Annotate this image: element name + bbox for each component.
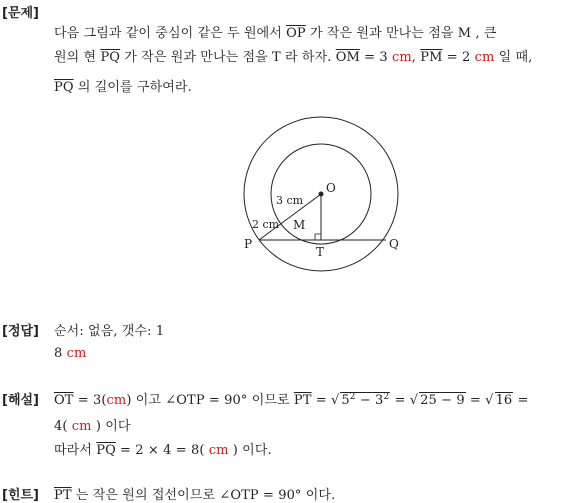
label-m: M xyxy=(293,218,306,232)
unit-cm: cm xyxy=(208,443,229,458)
segment-pt: $\overline{PT}$ xyxy=(54,488,72,503)
label-t: T xyxy=(316,245,325,259)
length-om: 3 cm xyxy=(276,194,304,207)
unit-cm: cm xyxy=(71,419,92,434)
segment-pt: $\overline{PT}$ xyxy=(293,393,312,408)
segment-op: $\overline{OP}$ xyxy=(286,26,306,41)
sqrt-1: √ $5^2 - 3^2$ xyxy=(331,392,390,408)
concentric-circles-figure xyxy=(236,112,416,282)
solution-label: [해설] xyxy=(2,393,39,408)
sqrt-3: √ 16 xyxy=(485,393,513,408)
unit-cm: cm xyxy=(391,50,412,65)
segment-om: $\overline{OM}$ xyxy=(335,50,360,65)
label-q: Q xyxy=(389,237,399,251)
segment-pq: $\overline{PQ}$ xyxy=(54,80,74,95)
segment-pq: $\overline{PQ}$ xyxy=(100,50,121,65)
hint-label: [힌트] xyxy=(2,488,39,503)
sqrt-2: √ 25 − 9 xyxy=(409,393,465,408)
right-angle-mark xyxy=(315,234,321,240)
center-point xyxy=(319,192,324,197)
answer-label: [정답] xyxy=(2,324,39,339)
unit-cm: cm xyxy=(106,393,127,408)
problem-label: [문제] xyxy=(2,6,39,21)
segment-pq: $\overline{PQ}$ xyxy=(96,443,116,458)
problem-line-2: 원의 현 $\overline{PQ}$ 가 작은 원과 만나는 점을 T 라 하자. $\overline{OM} = 3$ cm, $\overline{PM} = 2$ cm 일 때, xyxy=(54,50,533,65)
segment-pm: $\overline{PM}$ xyxy=(420,50,443,65)
unit-cm: cm xyxy=(66,346,87,361)
segment-ot: $\overline{OT}$ xyxy=(54,393,74,408)
problem-line-3: $\overline{PQ}$ 의 길이를 구하여라. xyxy=(54,80,192,95)
solution-line-1: $\overline{OT} = 3(cm)$ 이고 ∠OTP = 90° 이므로 $\overline{PT}$ = √ $5^2 - 3^2$ = √ 25 − 9 = √ 16 = xyxy=(54,392,529,408)
label-p: P xyxy=(244,237,253,251)
length-pm: 2 cm xyxy=(252,218,280,231)
solution-line-2: 4( cm ) 이다 xyxy=(54,419,131,434)
answer-value: 8 cm xyxy=(54,346,87,361)
hint-line: $\overline{PT}$ 는 작은 원의 접선이므로 ∠OTP = 90° 이다. xyxy=(54,488,336,503)
problem-line-1: 다음 그림과 같이 중심이 같은 두 원에서 $\overline{OP}$ 가 작은 원과 만나는 점을 M , 큰 xyxy=(54,26,497,41)
solution-line-3: 따라서 $\overline{PQ} = 2 \times 4 = 8$( cm ) 이다. xyxy=(54,443,272,458)
answer-line-1: 순서: 없음, 갯수: 1 xyxy=(54,324,165,339)
label-o: O xyxy=(326,181,336,195)
unit-cm: cm xyxy=(474,50,495,65)
